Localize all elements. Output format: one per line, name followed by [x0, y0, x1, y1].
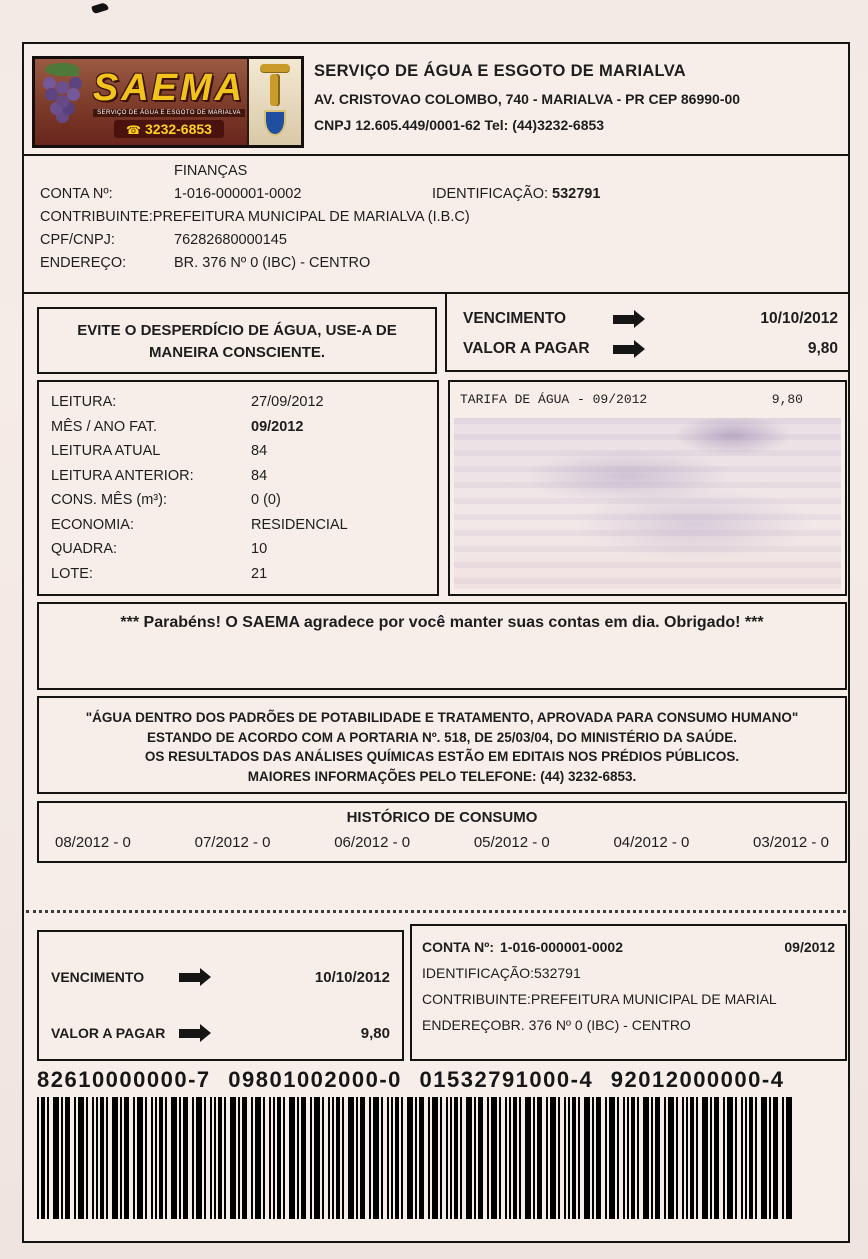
history-entries — [39, 834, 845, 851]
arrow-icon — [613, 345, 635, 354]
account-section — [40, 160, 832, 275]
saema-logo — [32, 56, 304, 148]
contribuinte-label: CONTRIBUINTE: — [40, 209, 153, 225]
company-cnpj: CNPJ 12.605.449/0001-62 Tel: (44)3232-6853 — [314, 117, 605, 133]
endereco-row — [40, 252, 832, 275]
quality-line: "ÁGUA DENTRO DOS PADRÕES DE POTABILIDADE E TRATAMENTO, APROVADA PARA CONSUMO HUMANO" — [85, 710, 799, 725]
company-address: AV. CRISTOVAO COLOMBO, 740 - MARIALVA - PR CEP 86990-00 — [314, 91, 741, 107]
valor-label: VALOR A PAGAR — [463, 340, 590, 357]
notice-line1: EVITE O DESPERDÍCIO DE ÁGUA, USE-A DE — [77, 322, 397, 339]
history-title: HISTÓRICO DE CONSUMO — [346, 809, 538, 826]
stub-vencimento-label: VENCIMENTO — [51, 969, 145, 985]
reading-row — [51, 419, 429, 444]
quality-line: MAIORES INFORMAÇÕES PELO TELEFONE: (44) 3232-6853. — [247, 768, 637, 784]
endereco-value: BR. 376 Nº 0 (IBC) - CENTRO — [174, 255, 371, 271]
barcode-digits: 82610000000-7 09801002000-0 01532791000-4 92012000000-4 — [37, 1067, 785, 1092]
reading-value: 27/09/2012 — [251, 394, 324, 410]
stub-account-box — [410, 924, 847, 1061]
reading-label: LEITURA ANTERIOR: — [51, 467, 194, 484]
vencimento-value: 10/10/2012 — [760, 310, 838, 327]
stub-payment-box — [37, 930, 404, 1061]
detach-dotted-line — [26, 910, 846, 913]
identificacao-label: IDENTIFICAÇÃO: — [432, 186, 549, 202]
grapes-icon — [35, 59, 91, 145]
barcode — [37, 1097, 793, 1219]
stub-reference-month: 09/2012 — [784, 939, 835, 955]
tariff-value: 9,80 — [771, 392, 803, 407]
faucet-icon — [260, 64, 290, 72]
payment-summary — [445, 292, 848, 372]
contribuinte-value: PREFEITURA MUNICIPAL DE MARIALVA (I.B.C) — [152, 209, 470, 225]
arrow-icon — [179, 1029, 201, 1038]
logo-right-panel — [247, 59, 301, 145]
phone-icon: ☎ — [126, 122, 141, 137]
logo-center — [91, 59, 247, 145]
stub-vencimento-value: 10/10/2012 — [314, 968, 390, 986]
reading-label: QUADRA: — [51, 541, 118, 557]
tariff-row — [450, 382, 845, 407]
stub-valor-value: 9,80 — [360, 1024, 390, 1042]
stub-vencimento-row — [51, 962, 390, 992]
tariff-box — [448, 380, 847, 596]
logo-subtext: SERVIÇO DE ÁGUA E ESGOTO DE MARIALVA — [93, 109, 245, 117]
reading-row — [51, 517, 429, 542]
stub-valor-label: VALOR A PAGAR — [51, 1025, 166, 1041]
contribuinte-row — [40, 206, 832, 229]
congrats-message: *** Parabéns! O SAEMA agradece por você manter suas contas em dia. Obrigado! *** — [120, 614, 764, 631]
reading-value: 09/2012 — [251, 418, 304, 435]
logo-phone — [114, 120, 224, 138]
reading-value: RESIDENCIAL — [251, 516, 348, 533]
company-header — [314, 62, 844, 133]
stub-endereco: ENDEREÇOBR. 376 Nº 0 (IBC) - CENTRO — [422, 1017, 691, 1033]
arrow-icon — [613, 315, 635, 324]
reading-row — [51, 541, 429, 566]
quality-line: OS RESULTADOS DAS ANÁLISES QUÍMICAS ESTÃO EM EDITAIS NOS PRÉDIOS PÚBLICOS. — [144, 749, 740, 764]
message-box — [37, 602, 847, 690]
identificacao-value: 532791 — [552, 186, 601, 202]
department-label: FINANÇAS — [174, 163, 248, 179]
logo-name: SAEMA — [92, 66, 246, 109]
reading-label: MÊS / ANO FAT. — [51, 418, 158, 435]
reading-row — [51, 394, 429, 419]
stub-contribuinte: CONTRIBUINTE:PREFEITURA MUNICIPAL DE MARIAL — [422, 991, 777, 1007]
history-entry: 08/2012 - 0 — [55, 834, 131, 851]
reading-row — [51, 566, 429, 591]
conta-row — [40, 183, 832, 206]
stub-identificacao: IDENTIFICAÇÃO:532791 — [422, 965, 581, 981]
reading-value: 10 — [251, 541, 268, 557]
stub-conta — [422, 934, 623, 960]
reading-label: LEITURA: — [51, 394, 117, 410]
reading-value: 0 (0) — [251, 492, 281, 508]
notice-line2: MANEIRA CONSCIENTE. — [148, 344, 326, 361]
conta-label: CONTA Nº: — [40, 186, 113, 202]
conta-value: 1-016-000001-0002 — [174, 186, 302, 202]
arrow-icon — [179, 973, 201, 982]
reading-details-box — [37, 380, 439, 596]
history-entry: 03/2012 - 0 — [753, 834, 829, 851]
logo-phone-number: 3232-6853 — [145, 120, 212, 137]
shield-icon — [264, 110, 286, 136]
valor-value: 9,80 — [807, 340, 838, 357]
reading-label: ECONOMIA: — [51, 516, 134, 533]
reading-row — [51, 468, 429, 493]
tariff-description: TARIFA DE ÁGUA - 09/2012 — [460, 392, 648, 407]
identificacao — [432, 183, 600, 206]
reading-value: 21 — [251, 565, 268, 582]
history-entry: 07/2012 - 0 — [194, 834, 271, 851]
cpf-value: 76282680000145 — [174, 232, 287, 248]
reading-value: 84 — [251, 467, 268, 484]
history-box — [37, 801, 847, 863]
vencimento-row — [463, 304, 838, 334]
reading-label: LEITURA ATUAL — [51, 443, 161, 459]
cpf-label: CPF/CNPJ: — [40, 232, 115, 248]
company-title: SERVIÇO DE ÁGUA E ESGOTO DE MARIALVA — [314, 62, 687, 80]
cpf-row — [40, 229, 832, 252]
history-entry: 04/2012 - 0 — [613, 834, 690, 851]
quality-box — [37, 696, 847, 794]
stub-conta-label: CONTA Nº: — [422, 939, 494, 955]
reading-value: 84 — [251, 443, 268, 459]
history-entry: 06/2012 - 0 — [334, 834, 411, 851]
reading-label: CONS. MÊS (m³): — [51, 492, 167, 508]
stub-valor-row — [51, 1018, 390, 1048]
reading-row — [51, 443, 429, 468]
staple-mark — [91, 2, 109, 15]
water-notice-box — [37, 307, 437, 374]
endereco-label: ENDEREÇO: — [40, 255, 127, 271]
reading-label: LOTE: — [51, 565, 93, 582]
faucet-body — [270, 74, 280, 106]
quality-line: ESTANDO DE ACORDO COM A PORTARIA Nº. 518, DE 25/03/04, DO MINISTÉRIO DA SAÚDE. — [146, 729, 738, 745]
stub-conta-value: 1-016-000001-0002 — [500, 939, 623, 955]
vencimento-label: VENCIMENTO — [463, 310, 567, 327]
reading-row — [51, 492, 429, 517]
header-divider — [24, 154, 848, 156]
tariff-watermark — [454, 418, 841, 589]
stub-conta-row — [422, 934, 835, 960]
water-bill — [22, 42, 850, 1243]
valor-row — [463, 334, 838, 364]
history-entry: 05/2012 - 0 — [473, 834, 550, 851]
